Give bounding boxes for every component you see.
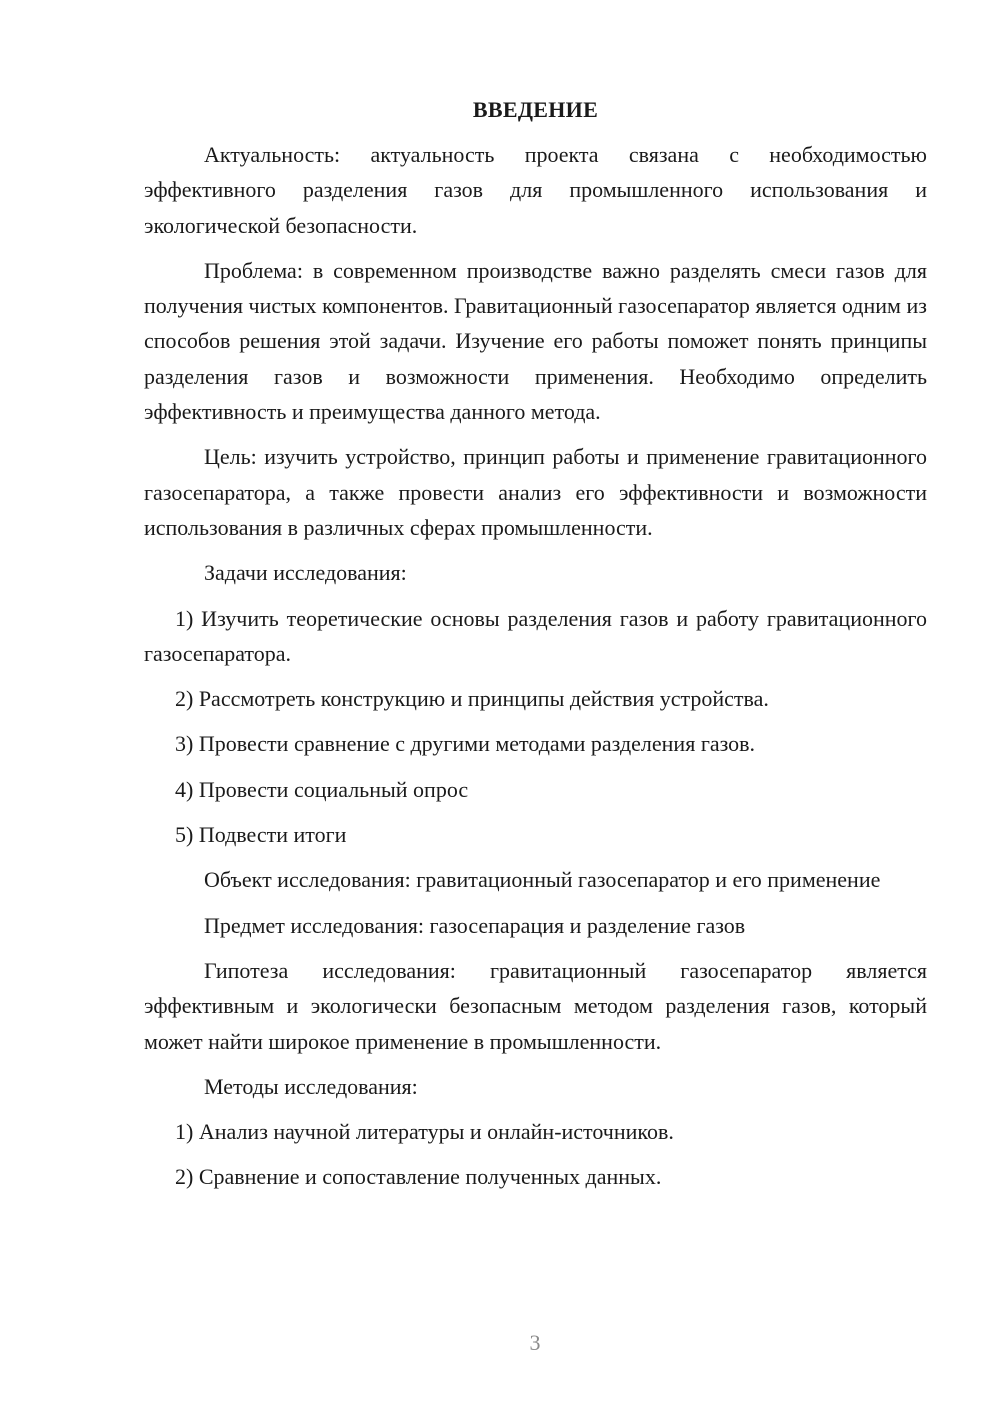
method-item-1: 1) Анализ научной литературы и онлайн-источников. (175, 1119, 674, 1145)
task-item-3: 3) Провести сравнение с другими методами разделения газов. (175, 731, 756, 757)
task-item-4: 4) Провести социальный опрос (175, 776, 469, 802)
task-item-1: 1) Изучить теоретические основы разделения газов и работу гравитационного газосепаратора. (144, 605, 927, 666)
methods-heading: Методы исследования: (204, 1073, 418, 1099)
problem-paragraph: Проблема: в современном производстве важно разделять смеси газов для получения чистых компонентов. Гравитационный газосепаратор является одним из способов решения этой задачи. Изучение его работы поможет понять принципы разделения газов и возможности применения. Необходимо определить эффективность и преимущества данного метода. (144, 257, 927, 425)
goal-paragraph: Цель: изучить устройство, принцип работы и применение гравитационного газосепаратора, а также провести анализ его эффективности и возможности использования в различных сферах промышленности. (144, 444, 927, 540)
tasks-heading: Задачи исследования: (204, 560, 407, 586)
object-paragraph: Объект исследования: гравитационный газосепаратор и его применение (204, 867, 881, 893)
page-content (144, 92, 927, 1205)
page-number: 3 (529, 1330, 541, 1355)
task-item-5: 5) Подвести итоги (175, 822, 347, 848)
method-item-2: 2) Сравнение и сопоставление полученных данных. (175, 1164, 662, 1190)
task-item-2: 2) Рассмотреть конструкцию и принципы действия устройства. (175, 686, 769, 712)
subject-paragraph: Предмет исследования: газосепарация и разделение газов (204, 912, 746, 938)
relevance-paragraph: Актуальность: актуальность проекта связана с необходимостью эффективного разделения газов для промышленного использования и экологической безопасности. (144, 142, 927, 238)
hypothesis-paragraph: Гипотеза исследования: гравитационный газосепаратор является эффективным и экологически безопасным методом разделения газов, который может найти широкое применение в промышленности. (144, 957, 927, 1054)
section-title: ВВЕДЕНИЕ (472, 97, 599, 122)
